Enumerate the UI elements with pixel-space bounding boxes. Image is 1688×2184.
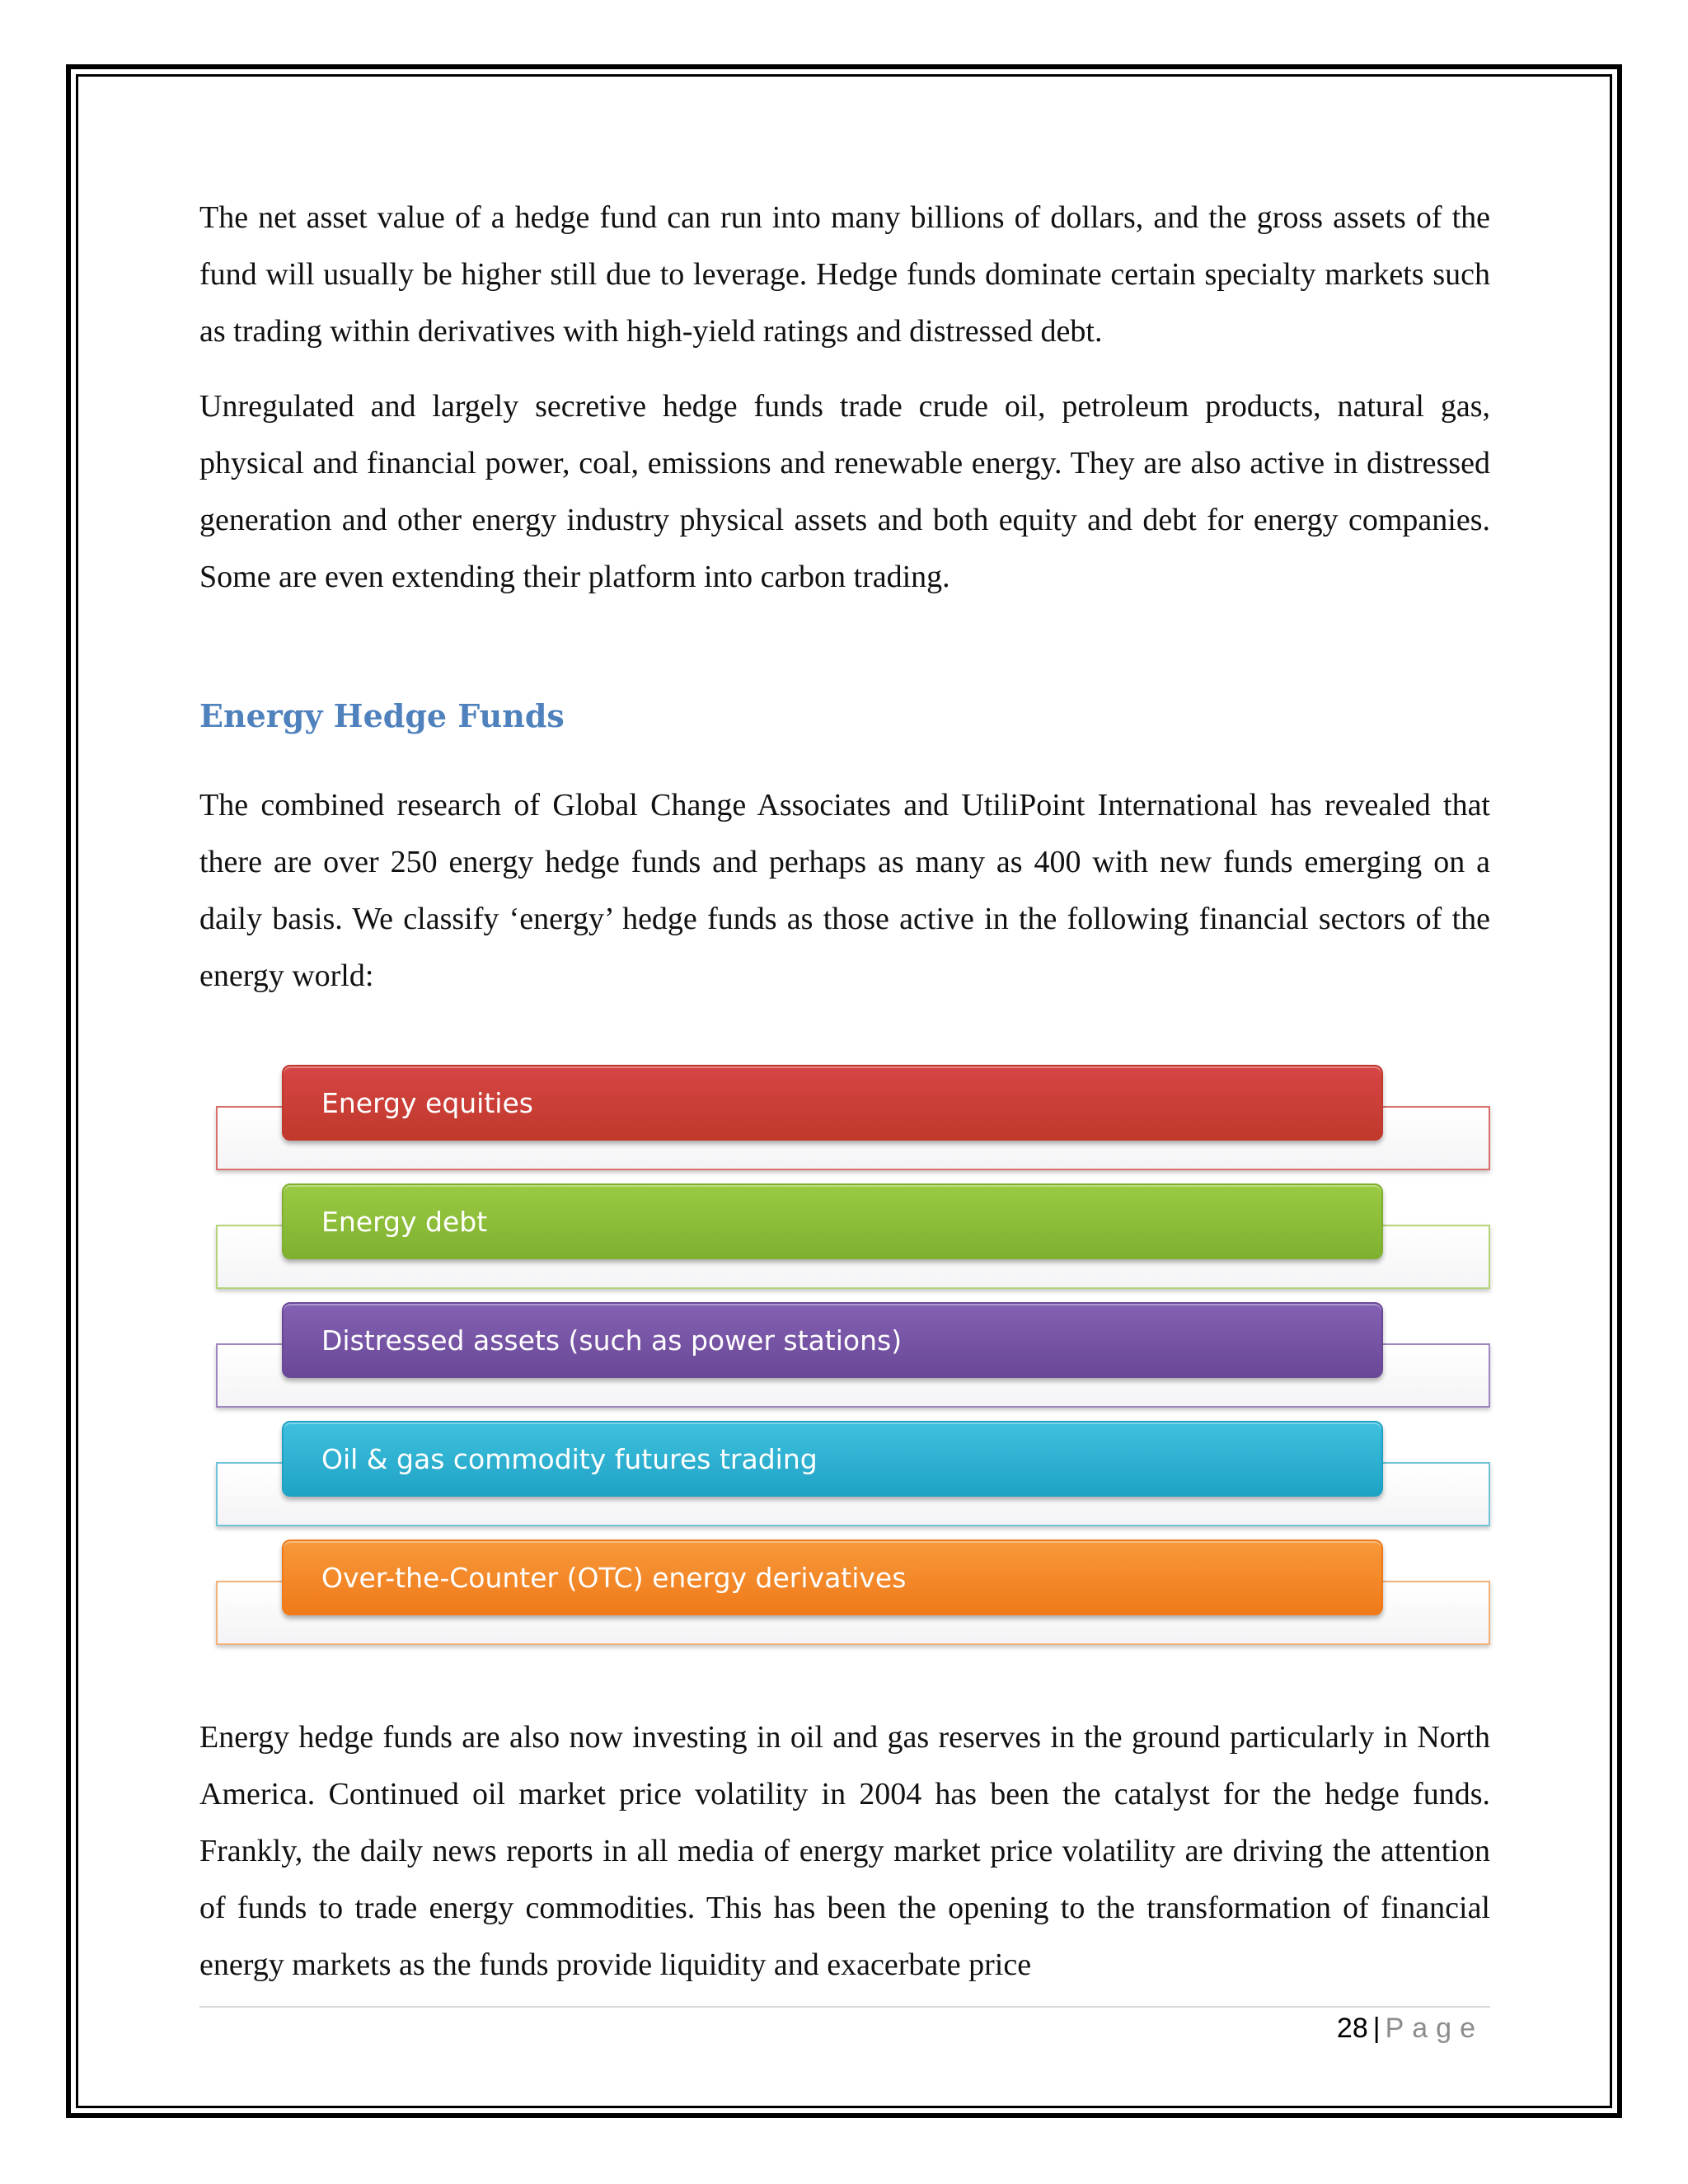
sector-item-energy-equities xyxy=(216,1065,1490,1172)
paragraph-net-asset-value: The net asset value of a hedge fund can run into many billions of dollars, and the gross assets of the fund will usually be higher still due to leverage. Hedge funds dominate certain specialty markets such as trading within derivatives with high-yield ratings and distressed debt. xyxy=(199,200,1490,349)
page-word: Page xyxy=(1385,2013,1484,2044)
sector-bar xyxy=(282,1302,1383,1378)
sector-label: Energy debt xyxy=(321,1205,488,1238)
sector-bar xyxy=(282,1540,1383,1615)
sector-label: Energy equities xyxy=(321,1086,533,1119)
sector-bar xyxy=(282,1421,1383,1497)
section-heading: Energy Hedge Funds xyxy=(199,697,565,734)
sector-label: Over-the-Counter (OTC) energy derivatives xyxy=(321,1561,907,1594)
page-footer xyxy=(1236,2013,1484,2045)
paragraph-unregulated-hedge-funds: Unregulated and largely secretive hedge funds trade crude oil, petroleum products, natural gas, physical and financial power, coal, emissions and renewable energy. They are also active in distressed generation and other energy industry physical assets and both equity and debt for energy companies. Some are even extending their platform into carbon trading. xyxy=(199,389,1490,594)
footer-divider xyxy=(199,2006,1490,2008)
paragraph-oil-gas-reserves: Energy hedge funds are also now investing in oil and gas reserves in the ground particularly in North America. Continued oil market price volatility in 2004 has been the catalyst for the hedge funds. Frankly, the daily news reports in all media of energy market price volatility are driving the attention of funds to trade energy commodities. This has been the opening to the transformation of financial energy markets as the funds provide liquidity and exacerbate price xyxy=(199,1720,1490,1982)
sector-list-diagram xyxy=(216,1065,1490,1658)
sector-item-energy-debt xyxy=(216,1183,1490,1291)
sector-bar xyxy=(282,1065,1383,1141)
sector-label: Oil & gas commodity futures trading xyxy=(321,1442,818,1475)
sector-label: Distressed assets (such as power stations) xyxy=(321,1324,903,1357)
footer-separator: | xyxy=(1372,2013,1381,2044)
page-number: 28 xyxy=(1336,2013,1368,2044)
paragraph-combined-research: The combined research of Global Change Associates and UtiliPoint International has revealed that there are over 250 energy hedge funds and perhaps as many as 400 with new funds emerging on a daily basis. We classify ‘energy’ hedge funds as those active in the following financial sectors of the energy world: xyxy=(199,788,1490,993)
sector-item-oil-gas-futures xyxy=(216,1421,1490,1528)
sector-item-otc-derivatives xyxy=(216,1540,1490,1647)
sector-bar xyxy=(282,1183,1383,1259)
sector-item-distressed-assets xyxy=(216,1302,1490,1409)
